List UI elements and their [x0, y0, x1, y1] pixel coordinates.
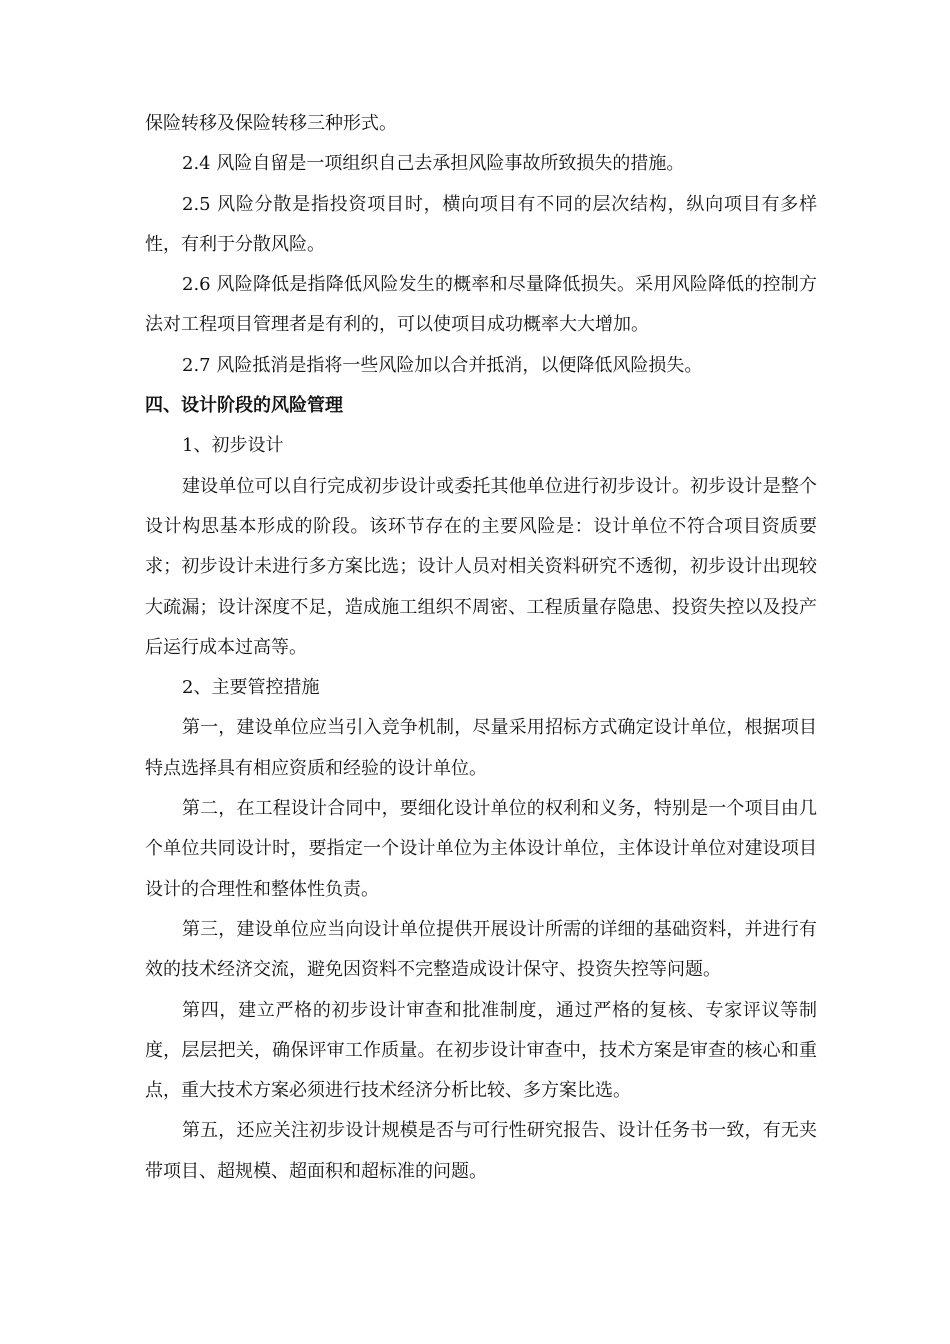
- paragraph-measure-fourth: 第四，建立严格的初步设计审查和批准制度，通过严格的复核、专家评议等制度，层层把关，确保评审工作质量。在初步设计审查中，技术方案是审查的核心和重点，重大技术方案必须进行技术经济分析比较、多方案比选。: [145, 999, 817, 1102]
- section-heading-design-phase: 四、设计阶段的风险管理: [145, 395, 343, 417]
- paragraph-preliminary-design-risks: 建设单位可以自行完成初步设计或委托其他单位进行初步设计。初步设计是整个设计构思基本形成的阶段。该环节存在的主要风险是：设计单位不符合项目资质要求；初步设计未进行多方案比选；设计人员对相关资料研究不透彻，初步设计出现较大疏漏；设计深度不足，造成施工组织不周密、工程质量存隐患、投资失控以及投产后运行成本过高等。: [145, 475, 817, 658]
- subheading-preliminary-design: 1、初步设计: [182, 435, 284, 457]
- paragraph-measure-third: 第三，建设单位应当向设计单位提供开展设计所需的详细的基础资料，并进行有效的技术经济交流，避免因资料不完整造成设计保守、投资失控等问题。: [145, 918, 817, 981]
- document-body: [145, 104, 817, 1192]
- paragraph-2-4-risk-retention: 2.4 风险自留是一项组织自己去承担风险事故所致损失的措施。: [182, 153, 685, 175]
- paragraph-measure-second: 第二，在工程设计合同中，要细化设计单位的权利和义务，特别是一个项目由几个单位共同设计时，要指定一个设计单位为主体设计单位，主体设计单位对建设项目设计的合理性和整体性负责。: [145, 798, 817, 900]
- paragraph-2-6-risk-reduction: 2.6 风险降低是指降低风险发生的概率和尽量降低损失。采用风险降低的控制方法对工程项目管理者是有利的，可以使项目成功概率大大增加。: [145, 274, 817, 336]
- paragraph-continuation: 保险转移及保险转移三种形式。: [145, 113, 397, 134]
- paragraph-2-5-risk-diversification: 2.5 风险分散是指投资项目时，横向项目有不同的层次结构，纵向项目有多样性，有利于分散风险。: [145, 193, 817, 255]
- paragraph-2-7-risk-offset: 2.7 风险抵消是指将一些风险加以合并抵消，以便降低风险损失。: [182, 354, 703, 376]
- paragraph-measure-first: 第一，建设单位应当引入竞争机制，尽量采用招标方式确定设计单位，根据项目特点选择具有相应资质和经验的设计单位。: [145, 717, 817, 779]
- subheading-control-measures: 2、主要管控措施: [182, 677, 320, 699]
- paragraph-measure-fifth: 第五，还应关注初步设计规模是否与可行性研究报告、设计任务书一致，有无夹带项目、超规模、超面积和超标准的问题。: [145, 1120, 817, 1182]
